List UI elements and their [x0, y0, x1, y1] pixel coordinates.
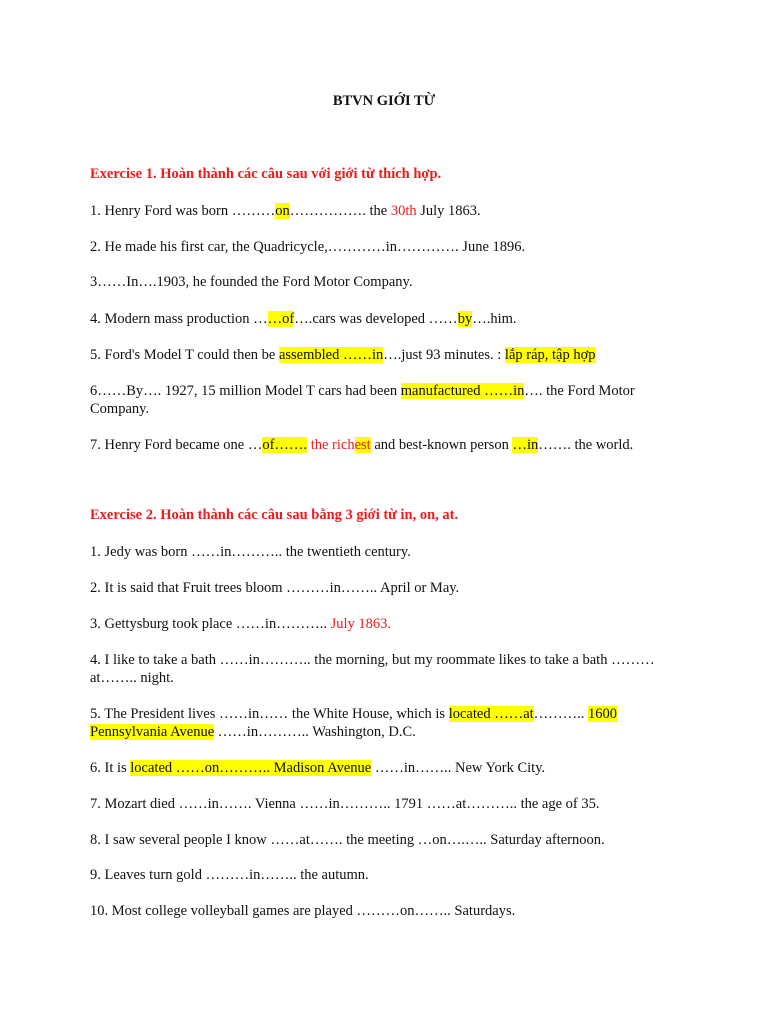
red-text: the rich — [307, 437, 355, 453]
red-text: 30th — [390, 203, 417, 219]
highlighted-answer: …of — [267, 311, 295, 327]
text-segment: 6. It is — [90, 760, 131, 776]
exercise-2-question-5 — [90, 705, 660, 741]
exercise-2-heading: Exercise 2. Hoàn thành các câu sau bằng 3 giới từ in, on, at. — [90, 507, 459, 523]
exercise-1-question-6 — [90, 382, 690, 418]
text-segment: 1. Henry Ford was born ……… — [90, 203, 276, 219]
exercise-2-question-1: 1. Jedy was born ……in……….. the twentieth century. — [90, 544, 411, 560]
highlighted-answer: …in — [512, 437, 539, 453]
text-segment: 7. Henry Ford became one … — [90, 437, 263, 453]
exercise-1-heading: Exercise 1. Hoàn thành các câu sau với giới từ thích hợp. — [90, 166, 442, 182]
exercise-1-question-3: 3……In….1903, he founded the Ford Motor Company. — [90, 274, 413, 290]
text-segment: ….him. — [472, 311, 517, 327]
exercise-2-question-3 — [90, 615, 690, 633]
highlighted-answer: assembled ……in — [278, 347, 384, 363]
exercise-2-question-4: 4. I like to take a bath ……in……….. the morning, but my roommate likes to take a bath ……… at…….. night. — [90, 652, 655, 686]
exercise-1-question-1 — [90, 202, 690, 220]
highlighted-answer: by — [457, 311, 473, 327]
highlighted-answer: located ……on……….. Madison Avenue — [130, 760, 372, 776]
text-segment: …. the Ford Motor Company. — [90, 383, 635, 417]
text-segment: 5. Ford's Model T could then be — [90, 347, 279, 363]
exercise-2-question-8: 8. I saw several people I know ……at……. the meeting …on….….. Saturday afternoon. — [90, 832, 605, 848]
highlighted-answer: on — [275, 203, 290, 219]
highlighted-red-text: est — [354, 437, 371, 453]
text-segment: ……in…….. New York City. — [371, 760, 546, 776]
highlighted-note: lắp ráp, tập hợp — [504, 347, 596, 363]
text-segment: 4. Modern mass production … — [90, 311, 268, 327]
text-segment: ……….. — [533, 706, 589, 722]
exercise-1-question-7 — [90, 436, 690, 454]
text-segment: and best-known person — [370, 437, 513, 453]
exercise-2-question-6 — [90, 759, 690, 777]
highlighted-answer: of……. — [262, 437, 308, 453]
text-segment: ……. the world. — [538, 437, 634, 453]
text-segment: ….cars was developed …… — [294, 311, 458, 327]
text-segment: 6……By…. 1927, 15 million Model T cars had been — [90, 383, 401, 399]
red-text: July 1863. — [330, 616, 391, 632]
text-segment: ……in……….. Washington, D.C. — [214, 724, 416, 740]
highlighted-answer: manufactured ……in — [400, 383, 525, 399]
highlighted-answer: located ……at — [448, 706, 534, 722]
text-segment: 3. Gettysburg took place ……in……….. — [90, 616, 331, 632]
text-segment: July 1863. — [416, 203, 481, 219]
text-segment: ……………. the — [289, 203, 391, 219]
exercise-2-question-2: 2. It is said that Fruit trees bloom ………in…….. April or May. — [90, 580, 460, 596]
text-segment: ….just 93 minutes. : — [383, 347, 505, 363]
exercise-1-question-4 — [90, 310, 690, 328]
exercise-2-question-9: 9. Leaves turn gold ………in…….. the autumn. — [90, 867, 369, 883]
exercise-2-question-10: 10. Most college volleyball games are played ………on…….. Saturdays. — [90, 903, 516, 919]
text-segment: 5. The President lives ……in…… the White House, which is — [90, 706, 449, 722]
exercise-2-question-7: 7. Mozart died ……in……. Vienna ……in……….. 1791 ……at……….. the age of 35. — [90, 796, 600, 812]
highlighted-address: 1600 Pennsylvania Avenue — [90, 706, 618, 740]
exercise-1-question-5 — [90, 346, 690, 364]
page-title: BTVN GIỚI TỪ — [332, 93, 436, 109]
exercise-1-question-2: 2. He made his first car, the Quadricycle,…………in…………. June 1896. — [90, 239, 526, 255]
